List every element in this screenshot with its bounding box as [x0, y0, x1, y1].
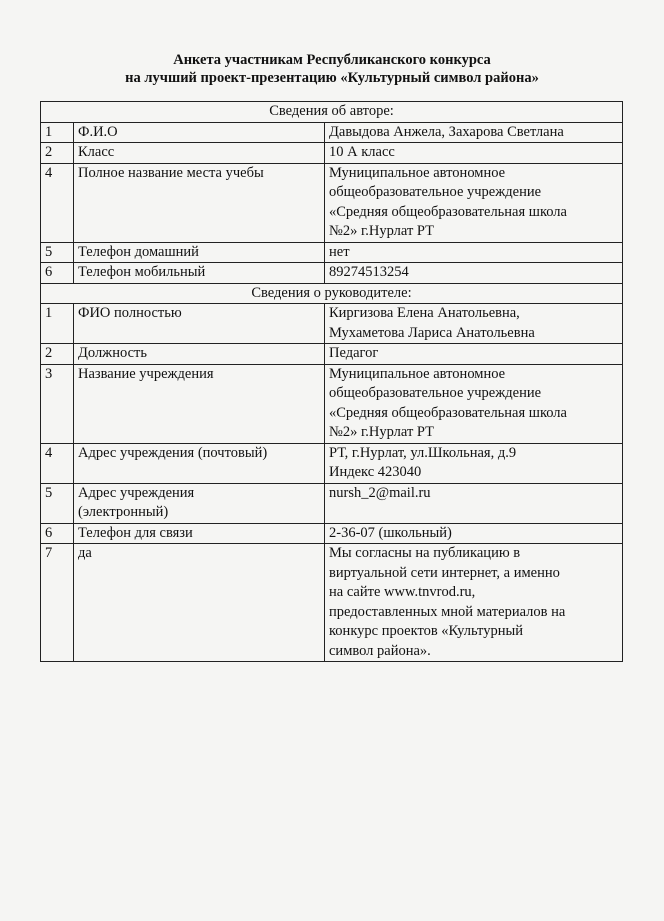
field-value-line: конкурс проектов «Культурный	[329, 623, 523, 639]
field-value	[325, 483, 623, 523]
field-value-line: на сайте www.tnvrod.ru,	[329, 584, 476, 600]
section-heading: Сведения об авторе:	[41, 102, 623, 123]
row-number: 5	[41, 242, 74, 263]
table-row	[41, 443, 623, 483]
field-value	[325, 242, 623, 263]
field-label	[74, 344, 325, 365]
questionnaire-table	[40, 101, 623, 662]
row-number: 1	[41, 304, 74, 344]
field-label-line: Телефон домашний	[78, 243, 199, 260]
field-value-line: Индекс 423040	[329, 464, 422, 480]
field-value-line: нет	[329, 243, 350, 260]
title-line-1: Анкета участникам Республиканского конкурса	[173, 52, 491, 68]
field-value-line: 10 А класс	[329, 144, 395, 160]
field-label	[74, 443, 325, 483]
field-value-line: РТ, г.Нурлат, ул.Школьная, д.9	[329, 444, 517, 461]
table-row	[41, 163, 623, 242]
row-number: 5	[41, 483, 74, 523]
row-number: 2	[41, 143, 74, 164]
supervisor-section-heading-row	[41, 283, 623, 304]
field-label	[74, 143, 325, 164]
field-value-line: Муниципальное автономное	[329, 164, 506, 181]
field-value	[325, 523, 623, 544]
row-number: 1	[41, 122, 74, 143]
field-label-line: Адрес учреждения	[78, 484, 195, 501]
field-label-line: Класс	[78, 144, 115, 160]
document-title	[0, 51, 664, 87]
field-label-line: да	[78, 545, 92, 561]
row-number: 2	[41, 344, 74, 365]
table-row	[41, 344, 623, 365]
row-number: 7	[41, 544, 74, 662]
field-value-line: Киргизова Елена Анатольевна,	[329, 305, 520, 321]
field-value-line: nursh_2@mail.ru	[329, 484, 431, 501]
table-row	[41, 304, 623, 344]
row-number: 4	[41, 163, 74, 242]
field-value-line: №2» г.Нурлат РТ	[329, 223, 435, 239]
field-label	[74, 304, 325, 344]
table-row	[41, 263, 623, 284]
field-value	[325, 304, 623, 344]
field-value	[325, 443, 623, 483]
field-value-line: символ района».	[329, 642, 431, 659]
field-label	[74, 523, 325, 544]
field-value	[325, 163, 623, 242]
field-value-line: Давыдова Анжела, Захарова Светлана	[329, 123, 564, 140]
field-value	[325, 544, 623, 662]
row-number: 3	[41, 364, 74, 443]
field-label	[74, 122, 325, 143]
field-label	[74, 242, 325, 263]
field-label-line: Должность	[78, 345, 147, 361]
questionnaire-body	[41, 102, 623, 662]
row-number: 6	[41, 263, 74, 284]
field-value-line: Мы согласны на публикацию в	[329, 545, 521, 561]
field-value-line: общеобразовательное учреждение	[329, 385, 542, 401]
field-value-line: «Средняя общеобразовательная школа	[329, 203, 567, 220]
field-value-line: общеобразовательное учреждение	[329, 184, 542, 200]
field-label-line: ФИО полностью	[78, 305, 182, 321]
field-value	[325, 344, 623, 365]
field-value	[325, 263, 623, 284]
field-value-line: Педагог	[329, 345, 379, 361]
row-number: 6	[41, 523, 74, 544]
author-section-heading-row	[41, 102, 623, 123]
row-number: 4	[41, 443, 74, 483]
field-value-line: Мухаметова Лариса Анатольевна	[329, 324, 535, 341]
field-value-line: 89274513254	[329, 264, 409, 280]
field-value-line: №2» г.Нурлат РТ	[329, 424, 435, 440]
field-value-line: Муниципальное автономное	[329, 365, 506, 382]
field-label	[74, 263, 325, 284]
field-label-line: Телефон мобильный	[78, 264, 206, 280]
field-value-line: виртуальной сети интернет, а именно	[329, 564, 560, 581]
field-label-line: Ф.И.О	[78, 123, 118, 140]
title-line-2: на лучший проект-презентацию «Культурный символ района»	[125, 70, 539, 86]
table-row	[41, 122, 623, 143]
field-label-line: Полное название места учебы	[78, 164, 264, 181]
field-value	[325, 122, 623, 143]
field-value-line: предоставленных мной материалов на	[329, 603, 566, 620]
field-label	[74, 163, 325, 242]
table-row	[41, 242, 623, 263]
field-label-line: Адрес учреждения (почтовый)	[78, 444, 268, 461]
field-label-line: (электронный)	[78, 504, 169, 520]
field-label	[74, 483, 325, 523]
table-row	[41, 143, 623, 164]
field-label	[74, 544, 325, 662]
field-label-line: Название учреждения	[78, 365, 214, 382]
field-value	[325, 143, 623, 164]
field-label-line: Телефон для связи	[78, 524, 193, 541]
table-row	[41, 364, 623, 443]
table-row	[41, 483, 623, 523]
section-heading: Сведения о руководителе:	[41, 283, 623, 304]
table-row	[41, 544, 623, 662]
field-value-line: «Средняя общеобразовательная школа	[329, 404, 567, 421]
table-row	[41, 523, 623, 544]
field-value	[325, 364, 623, 443]
field-label	[74, 364, 325, 443]
field-value-line: 2-36-07 (школьный)	[329, 524, 452, 541]
